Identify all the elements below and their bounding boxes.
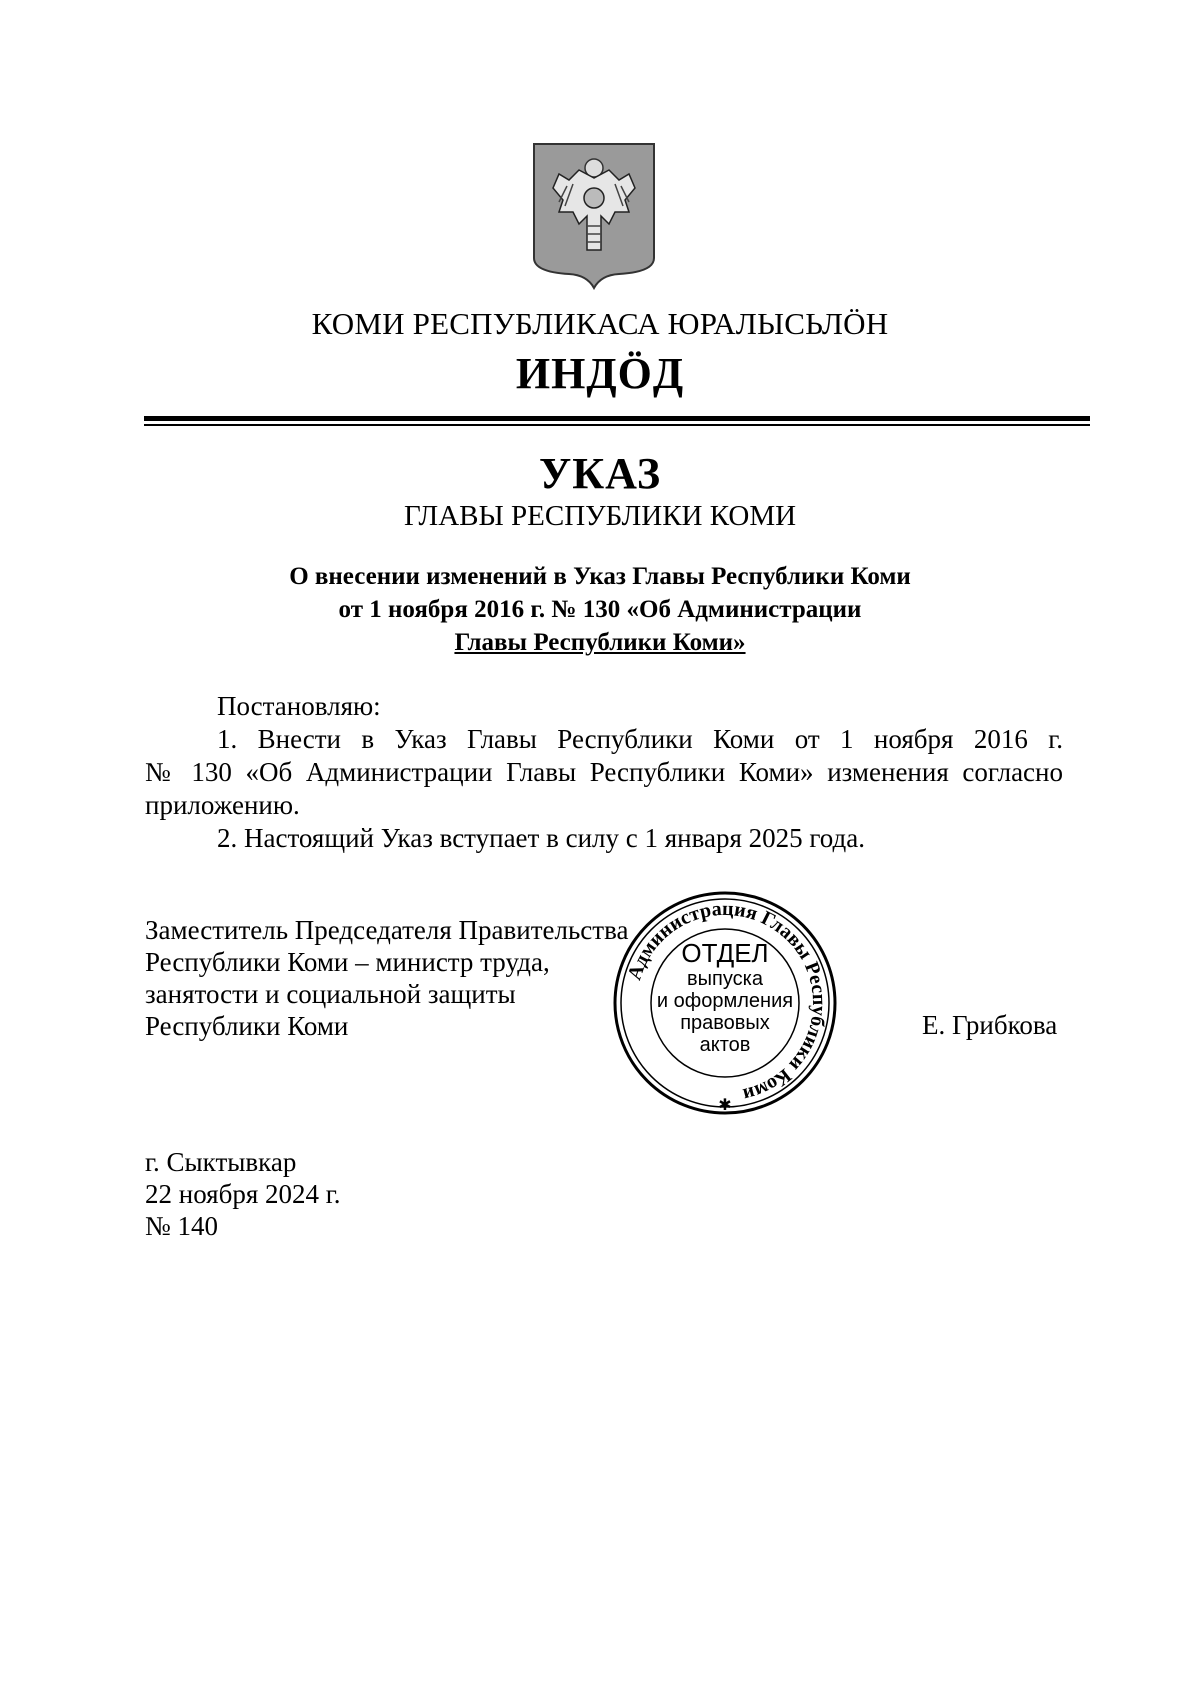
subject-block bbox=[0, 560, 1200, 659]
subject-line-2: от 1 ноября 2016 г. № 130 «Об Администрации bbox=[338, 596, 862, 623]
place-date-number-block bbox=[145, 1146, 341, 1242]
item-1-line-1: 1. Внести в Указ Главы Республики Коми от 1 ноября 2016 г. bbox=[217, 724, 1063, 754]
date: 22 ноября 2024 г. bbox=[145, 1179, 341, 1209]
signer-title-block bbox=[145, 914, 628, 1042]
signer-title-line-4: Республики Коми bbox=[145, 1011, 349, 1041]
stamp-line-4: правовых bbox=[680, 1012, 770, 1034]
document-type-title: УКАЗ bbox=[538, 449, 662, 498]
item-1-line-2: № 130 «Об Администрации Главы Республики Коми» изменения согласно bbox=[145, 757, 1063, 787]
indod-title: ИНДӦД bbox=[515, 349, 685, 398]
item-2: 2. Настоящий Указ вступает в силу с 1 января 2025 года. bbox=[217, 823, 865, 853]
signer-title-line-3: занятости и социальной защиты bbox=[145, 979, 516, 1009]
svg-text:✱: ✱ bbox=[718, 1097, 732, 1114]
round-seal-icon bbox=[610, 888, 840, 1118]
coat-of-arms-komi-icon bbox=[529, 140, 659, 290]
subject-line-1: О внесении изменений в Указ Главы Республики Коми bbox=[289, 563, 911, 590]
republic-line: КОМИ РЕСПУБЛИКАСА ЮРАЛЫСЬЛӦН bbox=[311, 306, 889, 341]
signer-title-line-2: Республики Коми – министр труда, bbox=[145, 947, 550, 977]
stamp-line-3: и оформления bbox=[656, 990, 794, 1012]
subject-line-3: Главы Республики Коми» bbox=[454, 629, 746, 656]
decree-word: Постановляю: bbox=[217, 691, 381, 721]
item-1-line-3: приложению. bbox=[145, 790, 300, 820]
stamp-line-1: ОТДЕЛ bbox=[681, 938, 769, 968]
stamp-ring-text: Администрация Главы Республики Коми bbox=[623, 897, 831, 1106]
stamp-line-5: актов bbox=[699, 1034, 751, 1056]
signer-title-line-1: Заместитель Председателя Правительства bbox=[145, 915, 629, 945]
signer-name: Е. Грибкова bbox=[922, 1010, 1058, 1040]
divider-thick bbox=[144, 416, 1090, 421]
issuer-line: ГЛАВЫ РЕСПУБЛИКИ КОМИ bbox=[403, 500, 797, 532]
divider-thin bbox=[144, 424, 1090, 426]
city: г. Сыктывкар bbox=[145, 1147, 297, 1177]
stamp-line-2: выпуска bbox=[687, 968, 763, 990]
decree-number: № 140 bbox=[145, 1211, 219, 1241]
